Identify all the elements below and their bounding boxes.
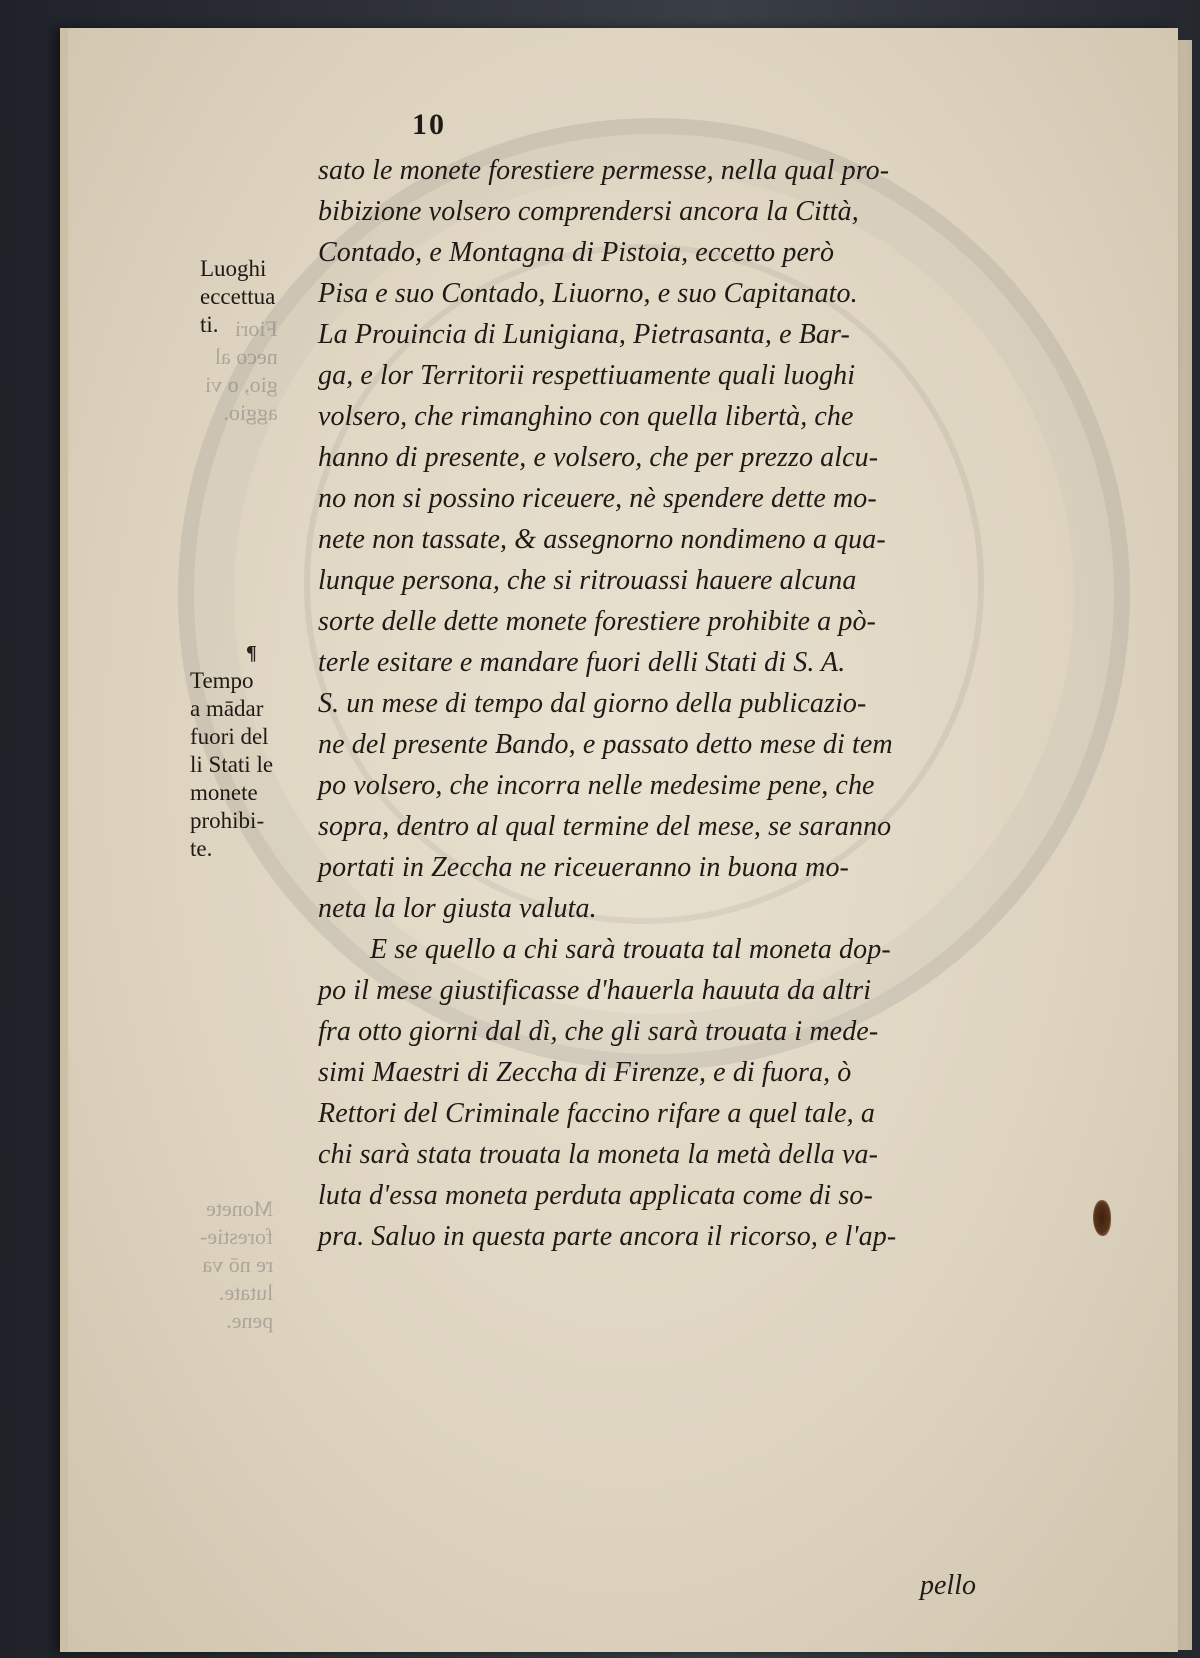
margin-note-line: Tempo bbox=[190, 668, 254, 693]
text-line: portati in Zeccha ne riceueranno in buona mo- bbox=[318, 852, 849, 883]
text-line: nete non tassate, & assegnorno nondimeno a qua- bbox=[318, 524, 886, 555]
text-line: Pisa e suo Contado, Liuorno, e suo Capitanato. bbox=[318, 278, 858, 309]
text-line: Contado, e Montagna di Pistoia, eccetto però bbox=[318, 237, 835, 268]
text-line: ne del presente Bando, e passato detto mese di tem bbox=[318, 729, 893, 760]
show-through-note-1: Fiori neco al gio, o vi aggio. bbox=[205, 316, 278, 425]
text-line: sorte delle dette monete forestiere prohibite a pò- bbox=[318, 606, 876, 637]
margin-note-line: fuori del bbox=[190, 724, 269, 749]
text-line: fra otto giorni dal dì, che gli sarà trouata i mede- bbox=[318, 1016, 879, 1047]
text-line: po il mese giustificasse d'hauerla hauuta da altri bbox=[318, 975, 872, 1006]
text-line: neta la lor giusta valuta. bbox=[318, 893, 597, 924]
text-line: no non si possino riceuere, nè spendere dette mo- bbox=[318, 483, 877, 514]
page-number: 10 bbox=[412, 108, 446, 141]
text-line: sato le monete forestiere permesse, nella qual pro- bbox=[318, 155, 890, 186]
ink-stain bbox=[1093, 1200, 1111, 1236]
text-line: luta d'essa moneta perduta applicata come di so- bbox=[318, 1180, 873, 1211]
margin-note-line: li Stati le bbox=[190, 752, 274, 777]
margin-note-line: monete bbox=[190, 780, 258, 805]
margin-note-line: Luoghi bbox=[200, 256, 267, 281]
margin-note-line: a mādar bbox=[190, 696, 264, 721]
catchword: pello bbox=[920, 1570, 976, 1601]
text-line: S. un mese di tempo dal giorno della publicazio- bbox=[318, 688, 867, 719]
text-line: po volsero, che incorra nelle medesime pene, che bbox=[318, 770, 875, 801]
text-line: La Prouincia di Lunigiana, Pietrasanta, e Bar- bbox=[318, 319, 850, 350]
margin-note-line: te. bbox=[190, 836, 213, 861]
margin-note-line: ti. bbox=[200, 312, 219, 337]
margin-note-line: eccettua bbox=[200, 284, 276, 309]
text-line: pra. Saluo in questa parte ancora il ricorso, e l'ap- bbox=[318, 1221, 897, 1252]
text-line: E se quello a chi sarà trouata tal moneta dop- bbox=[370, 934, 891, 965]
margin-note-tempo bbox=[190, 667, 273, 863]
text-line: Rettori del Criminale faccino rifare a quel tale, a bbox=[318, 1098, 875, 1129]
margin-marker: ¶ bbox=[246, 642, 257, 664]
show-through-note-2: Monete forestie- re nō va lutate. pene. bbox=[200, 1196, 274, 1333]
text-line: sopra, dentro al qual termine del mese, se saranno bbox=[318, 811, 892, 842]
text-line: terle esitare e mandare fuori delli Stati di S. A. bbox=[318, 647, 846, 678]
text-line: lunque persona, che si ritrouassi hauere alcuna bbox=[318, 565, 857, 596]
text-line: volsero, che rimanghino con quella libertà, che bbox=[318, 401, 854, 432]
text-line: chi sarà stata trouata la moneta la metà della va- bbox=[318, 1139, 879, 1170]
margin-note-luoghi bbox=[200, 255, 275, 339]
margin-note-line: prohibi- bbox=[190, 808, 265, 833]
text-line: hanno di presente, e volsero, che per prezzo alcu- bbox=[318, 442, 879, 473]
text-line: bibizione volsero comprendersi ancora la Città, bbox=[318, 196, 859, 227]
text-line: ga, e lor Territorii respettiuamente quali luoghi bbox=[318, 360, 856, 391]
body-text bbox=[318, 150, 1048, 1257]
text-line: simi Maestri di Zeccha di Firenze, e di fuora, ò bbox=[318, 1057, 852, 1088]
